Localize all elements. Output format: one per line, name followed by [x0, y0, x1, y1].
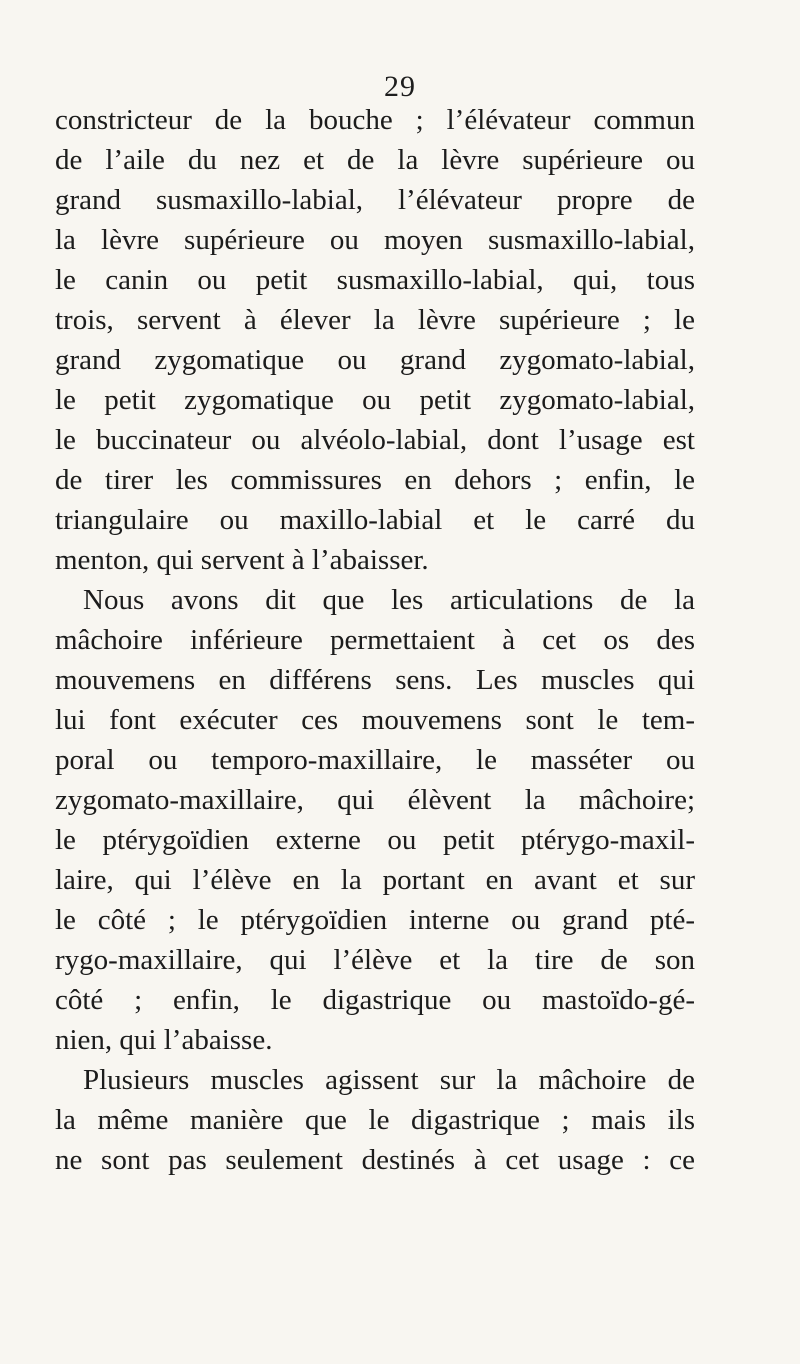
paragraph-2 — [55, 580, 695, 1060]
text-line: laire, qui l’élève en la portant en avant et sur — [55, 864, 695, 896]
text-line: grand susmaxillo-labial, l’élévateur propre de — [55, 184, 695, 216]
text-line: constricteur de la bouche ; l’élévateur commun — [55, 104, 695, 136]
text-line: poral ou temporo-maxillaire, le masséter ou — [55, 744, 695, 776]
text-line: zygomato-maxillaire, qui élèvent la mâchoire; — [55, 784, 695, 816]
text-line: le ptérygoïdien externe ou petit ptérygo-maxil- — [55, 824, 695, 856]
body-text — [55, 100, 695, 1180]
text-line: lui font exécuter ces mouvemens sont le tem- — [55, 704, 695, 736]
text-line: de l’aile du nez et de la lèvre supérieure ou — [55, 144, 695, 176]
text-line: mouvemens en différens sens. Les muscles qui — [55, 664, 695, 696]
page-number: 29 — [384, 70, 416, 103]
text-line: côté ; enfin, le digastrique ou mastoïdo-gé- — [55, 984, 695, 1016]
text-line: le buccinateur ou alvéolo-labial, dont l’usage est — [55, 424, 695, 456]
text-line: mâchoire inférieure permettaient à cet os des — [55, 624, 695, 656]
paragraph-3 — [55, 1060, 695, 1180]
text-line: de tirer les commissures en dehors ; enfin, le — [55, 464, 695, 496]
text-line: Plusieurs muscles agissent sur la mâchoire de — [83, 1064, 695, 1096]
text-line: la lèvre supérieure ou moyen susmaxillo-labial, — [55, 224, 695, 256]
text-line: le côté ; le ptérygoïdien interne ou grand pté- — [55, 904, 695, 936]
text-line: Nous avons dit que les articulations de la — [83, 584, 695, 616]
text-line: ne sont pas seulement destinés à cet usage : ce — [55, 1144, 695, 1176]
text-line: triangulaire ou maxillo-labial et le carré du — [55, 504, 695, 536]
text-line: rygo-maxillaire, qui l’élève et la tire de son — [55, 944, 695, 976]
text-line: menton, qui servent à l’abaisser. — [55, 544, 429, 576]
text-line: le petit zygomatique ou petit zygomato-labial, — [55, 384, 695, 416]
text-line: grand zygomatique ou grand zygomato-labial, — [55, 344, 695, 376]
text-line: nien, qui l’abaisse. — [55, 1024, 273, 1056]
text-line: le canin ou petit susmaxillo-labial, qui, tous — [55, 264, 695, 296]
paragraph-1 — [55, 100, 695, 580]
text-line: la même manière que le digastrique ; mais ils — [55, 1104, 695, 1136]
text-line: trois, servent à élever la lèvre supérieure ; le — [55, 304, 695, 336]
